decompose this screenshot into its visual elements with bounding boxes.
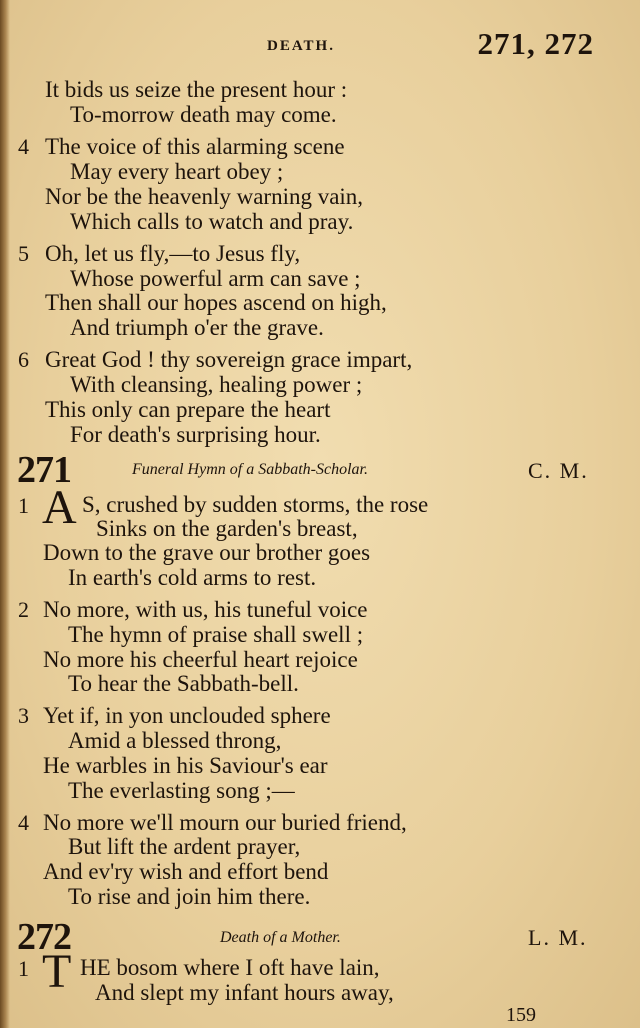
- verse-line: In earth's cold arms to rest.: [68, 565, 317, 590]
- book-spine-shadow: [0, 0, 10, 1028]
- hymn-meter: L. M.: [528, 925, 588, 950]
- verse-number: 2: [18, 597, 29, 622]
- verse-line: Sinks on the garden's breast,: [96, 516, 358, 541]
- verse-number: 1: [18, 493, 29, 518]
- page-number: 159: [506, 1004, 536, 1026]
- verse-number: 4: [18, 134, 29, 159]
- verse-line: And ev'ry wish and effort bend: [43, 859, 329, 884]
- verse-line: Which calls to watch and pray.: [70, 209, 354, 234]
- hymn-title: Death of a Mother.: [220, 929, 341, 946]
- verse-number: 5: [18, 241, 29, 266]
- verse-number: 1: [18, 956, 29, 981]
- verse-line: He warbles in his Saviour's ear: [43, 753, 328, 778]
- hymn-meter: C. M.: [528, 458, 589, 483]
- verse-line: And triumph o'er the grave.: [70, 315, 324, 340]
- verse-number: 4: [18, 810, 29, 835]
- verse-line: No more we'll mourn our buried friend,: [43, 810, 407, 835]
- hymn-number-range: 271, 272: [477, 26, 594, 61]
- verse-line: This only can prepare the heart: [45, 397, 331, 422]
- verse-line: No more his cheerful heart rejoice: [43, 647, 358, 672]
- verse-line: Then shall our hopes ascend on high,: [45, 290, 387, 315]
- verse-line: With cleansing, healing power ;: [70, 372, 363, 397]
- verse-line: Whose powerful arm can save ;: [70, 266, 361, 291]
- verse-line: The hymn of praise shall swell ;: [68, 622, 364, 647]
- verse-line: To-morrow death may come.: [70, 102, 337, 127]
- verse-number: 3: [18, 703, 29, 728]
- verse-line: S, crushed by sudden storms, the rose: [82, 492, 429, 517]
- verse-line: Yet if, in yon unclouded sphere: [43, 703, 331, 728]
- verse-line: It bids us seize the present hour :: [45, 77, 348, 102]
- verse-line: No more, with us, his tuneful voice: [43, 597, 368, 622]
- verse-line: And slept my infant hours away,: [95, 980, 394, 1005]
- hymn-number: 271: [17, 449, 71, 491]
- verse-line: But lift the ardent prayer,: [68, 834, 301, 859]
- verse-line: The everlasting song ;—: [68, 778, 295, 803]
- drop-cap: A: [42, 481, 77, 534]
- verse-line: Down to the grave our brother goes: [43, 540, 371, 565]
- verse-line: The voice of this alarming scene: [45, 134, 345, 159]
- verse-line: Amid a blessed throng,: [68, 728, 282, 753]
- verse-number: 6: [18, 347, 29, 372]
- drop-cap: T: [42, 945, 72, 998]
- verse-line: To hear the Sabbath-bell.: [68, 671, 299, 696]
- verse-line: To rise and join him there.: [68, 884, 311, 909]
- verse-line: Oh, let us fly,—to Jesus fly,: [45, 241, 301, 266]
- verse-line: Great God ! thy sovereign grace impart,: [45, 347, 413, 372]
- verse-line: For death's surprising hour.: [70, 422, 321, 447]
- hymn-number: 272: [17, 916, 71, 958]
- hymn-title: Funeral Hymn of a Sabbath-Scholar.: [132, 461, 368, 478]
- verse-line: HE bosom where I oft have lain,: [80, 955, 380, 980]
- verse-line: Nor be the heavenly warning vain,: [45, 184, 364, 209]
- running-title: DEATH.: [267, 38, 335, 54]
- verse-line: May every heart obey ;: [70, 159, 284, 184]
